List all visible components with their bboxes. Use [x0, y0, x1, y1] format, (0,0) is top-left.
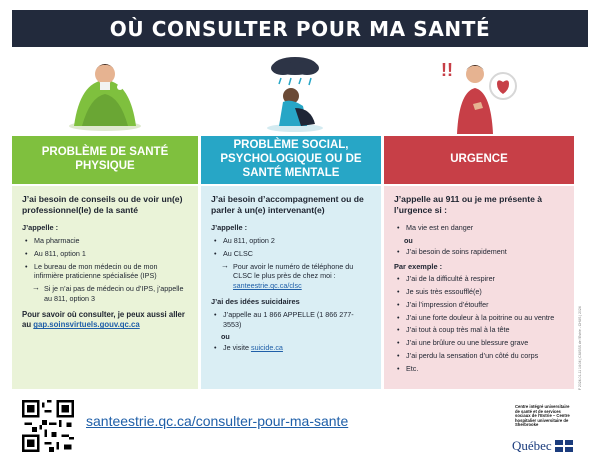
- or-separator: ou: [221, 332, 230, 342]
- clsc-note: [211, 262, 371, 291]
- document-code: F 2024-01-11 14:04 | CIUSSS de l’Estrie - CHUS | 2024: [578, 306, 582, 390]
- clsc-link[interactable]: santeestrie.qc.ca/clsc: [233, 281, 302, 291]
- list-item: • J’ai une brûlure ou une blessure grave: [396, 338, 564, 348]
- list-item: • Au CLSC: [213, 249, 371, 259]
- examples-list: [396, 274, 564, 373]
- sick-person-illustration: [60, 52, 150, 134]
- physical-health-intro: J’ai besoin de conseils ou de voir un(e) professionnel(le) de la santé: [22, 194, 183, 216]
- call-label: J’appelle :: [211, 223, 248, 233]
- emergency-conditions-2: [396, 247, 564, 257]
- emergency-heading: URGENCE: [384, 136, 574, 184]
- gap-link[interactable]: gap.soinsvirtuels.gouv.qc.ca: [33, 320, 140, 330]
- emergency-conditions: [396, 223, 564, 233]
- clsc-note-text: Pour avoir le numéro de téléphone du CLSC le plus près de chez moi :: [233, 261, 354, 281]
- arrow-right-icon: →: [221, 260, 229, 270]
- list-item: • J’ai tout à coup très mal à la tête: [396, 325, 564, 335]
- no-doctor-note: [22, 284, 188, 303]
- emergency-panel: [384, 186, 574, 389]
- quebec-logo: [512, 438, 573, 454]
- svg-text:!!: !!: [441, 60, 453, 80]
- physical-health-list: [24, 236, 188, 281]
- or-separator: ou: [404, 236, 413, 246]
- suicide-list-2: [213, 343, 371, 353]
- list-item: • Etc.: [396, 364, 564, 374]
- no-doctor-note-text: Si je n’ai pas de médecin ou d’IPS, j’appelle au 811, option 3: [44, 284, 184, 303]
- physical-health-panel: [12, 186, 198, 389]
- list-item: • J’ai perdu la sensation d’un côté du corps: [396, 351, 564, 361]
- list-item: • Je suis très essoufflé(e): [396, 287, 564, 297]
- list-item: • Au 811, option 2: [213, 236, 371, 246]
- mental-health-heading: PROBLÈME SOCIAL, PSYCHOLOGIQUE OU DE SANTÉ MENTALE: [201, 136, 381, 184]
- list-item: • Ma vie est en danger: [396, 223, 564, 233]
- qr-code[interactable]: [22, 400, 74, 452]
- list-item: [213, 343, 371, 353]
- call-label: J’appelle :: [22, 223, 59, 233]
- mental-health-list: [213, 236, 371, 258]
- mental-health-intro: J’ai besoin d’accompagnement ou de parler à un(e) intervenant(e): [211, 194, 364, 216]
- list-item: • J’ai besoin de soins rapidement: [396, 247, 564, 257]
- list-item: • J’ai de la difficulté à respirer: [396, 274, 564, 284]
- suicide-link[interactable]: suicide.ca: [250, 343, 283, 353]
- emergency-intro: J’appelle au 911 ou je me présente à l’urgence si :: [394, 194, 543, 216]
- suicide-visit-text: Je visite: [223, 343, 249, 353]
- physical-health-heading: PROBLÈME DE SANTÉ PHYSIQUE: [12, 136, 198, 184]
- title-bar: [12, 10, 588, 47]
- mental-health-panel: [201, 186, 381, 389]
- ciusss-logo: Centre intégré universitaire de santé et de services sociaux de l’Estrie – Centre hospitalier universitaire de Sherbrooke: [515, 404, 570, 428]
- footer-link[interactable]: santeestrie.qc.ca/consulter-pour-ma-sante: [86, 413, 349, 429]
- list-item: • J’ai l’impression d’étouffer: [396, 300, 564, 310]
- sad-person-illustration: [255, 52, 335, 134]
- examples-label: Par exemple :: [394, 261, 443, 271]
- list-item: • Ma pharmacie: [24, 236, 188, 246]
- quebec-flag-icon: [555, 440, 573, 452]
- page-title: OÙ CONSULTER POUR MA SANTÉ: [109, 16, 491, 41]
- suicide-label: J’ai des idées suicidaires: [211, 296, 300, 306]
- list-item: • Le bureau de mon médecin ou de mon infirmière praticienne spécialisée (IPS): [24, 262, 188, 281]
- gap-footnote-text: Pour savoir où consulter, je peux aussi aller au: [22, 309, 185, 330]
- list-item: • J’appelle au 1 866 APPELLE (1 866 277-3553): [213, 310, 371, 329]
- quebec-wordmark: Québec: [512, 438, 552, 453]
- arrow-right-icon: →: [32, 283, 40, 293]
- list-item: • J’ai une forte douleur à la poitrine ou au ventre: [396, 313, 564, 323]
- list-item: • Au 811, option 1: [24, 249, 188, 259]
- suicide-list: [213, 310, 371, 329]
- gap-footnote: [22, 310, 188, 331]
- chest-pain-illustration: [435, 52, 525, 134]
